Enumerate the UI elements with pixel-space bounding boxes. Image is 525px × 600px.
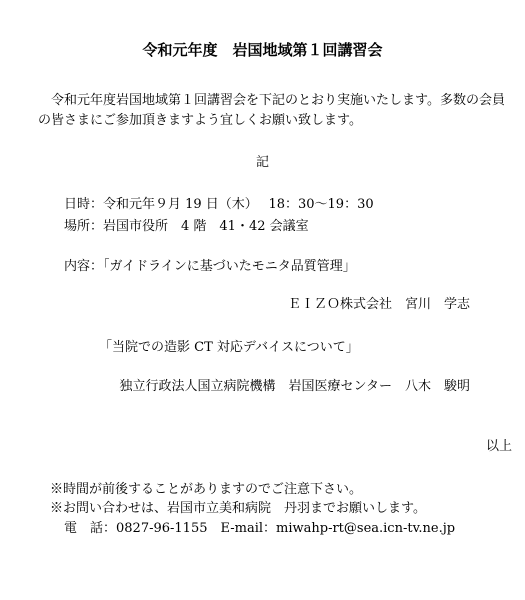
speaker-2: 独立行政法人国立病院機構 岩国医療センター 八木 駿明 xyxy=(119,379,470,394)
event-content-2: 「当院での造影 CT 対応デバイスについて」 xyxy=(99,340,359,355)
contact-line: 電 話：0827-96-1155 E-mail：miwahp-rt@sea.icn-tv.ne.jp xyxy=(64,521,456,536)
closing-ijou: 以上 xyxy=(485,439,512,454)
event-content-1: 内容：「ガイドラインに基づいたモニタ品質管理」 xyxy=(64,259,356,274)
document-title: 令和元年度 岩国地域第１回講習会 xyxy=(142,41,383,59)
event-datetime: 日時：令和元年９月 19 日（木） 18：30〜19：30 xyxy=(64,197,374,212)
intro-paragraph: 令和元年度岩国地域第１回講習会を下記のとおり実施いたします。多数の会員の皆さまにご参加頂きますよう宜しくお願い致します。 xyxy=(38,93,505,128)
note-inquiry: ※お問い合わせは、岩国市立美和病院 丹羽までお願いします。 xyxy=(50,501,426,516)
note-time: ※時間が前後することがありますのでご注意下さい。 xyxy=(50,482,363,497)
speaker-1: ＥＩＺＯ株式会社 宮川 学志 xyxy=(287,297,470,312)
event-place: 場所：岩国市役所 4 階 41・42 会議室 xyxy=(64,219,309,234)
ki-heading: 記 xyxy=(255,155,269,170)
